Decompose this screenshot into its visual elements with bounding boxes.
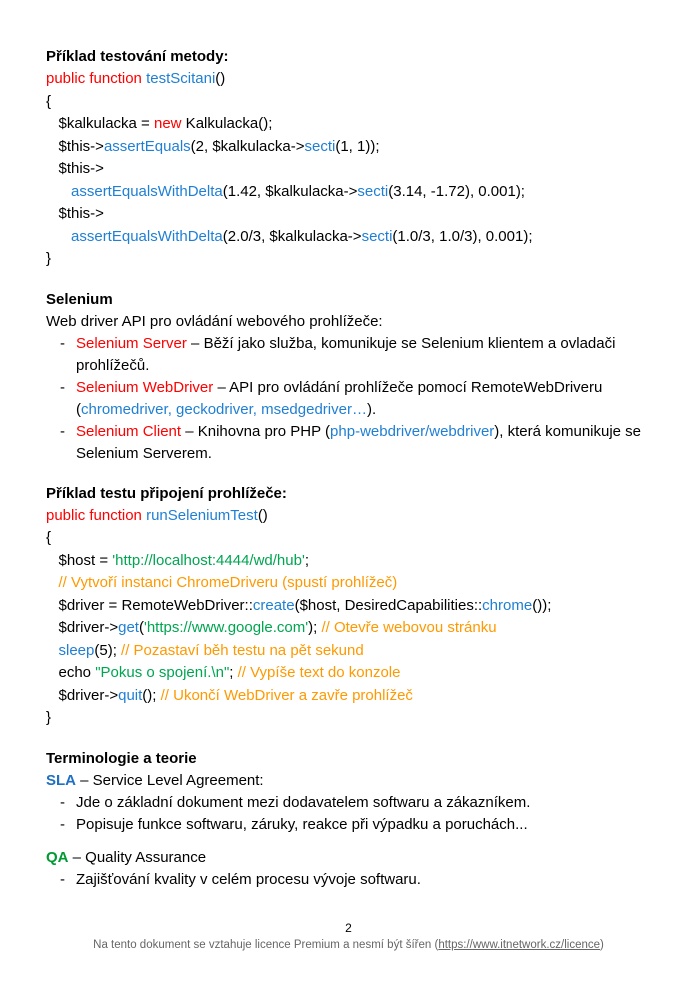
code-line — [46, 113, 660, 136]
code-text: $kalkulacka = — [46, 115, 154, 132]
code-function-name: sleep — [46, 641, 95, 659]
list-item-text: – API pro ovládání prohlížeče pomocí RemoteWebDriveru ( — [76, 378, 603, 418]
code-text: $host = — [46, 551, 113, 569]
list-item-text-tail: ), která komunikuje se Selenium Serverem. — [76, 422, 642, 462]
code-function-name: assertEqualsWithDelta — [46, 227, 223, 245]
code-line — [46, 226, 660, 249]
code-function-name: assertEqualsWithDelta — [46, 182, 223, 200]
code-line — [46, 158, 660, 181]
code-text: ); — [308, 619, 322, 636]
code-text: (1.0/3, 1.0/3), 0.001); — [392, 227, 533, 245]
dash-bullet: - — [60, 870, 65, 888]
footer-licence-note — [0, 938, 697, 953]
list-item — [46, 333, 660, 377]
code-text: } — [46, 250, 52, 267]
code-text: (1, 1)); — [335, 137, 380, 155]
term-entry-sla — [46, 770, 660, 792]
code-text: echo — [46, 664, 96, 681]
spacer — [46, 730, 660, 748]
code-function-name: secti — [361, 227, 393, 245]
list-item — [46, 377, 660, 421]
sla-list — [46, 792, 660, 836]
code-keyword: public function — [46, 506, 147, 524]
selenium-list — [46, 333, 660, 465]
code-function-name: get — [118, 619, 139, 636]
heading-browser-connection-test-example: Příklad testu připojení prohlížeče: — [46, 484, 287, 502]
heading-selenium: Selenium — [46, 290, 113, 308]
heading-method-test-example: Příklad testování metody: — [46, 48, 229, 65]
list-item-text: Popisuje funkce softwaru, záruky, reakce při výpadku a poruchách... — [76, 815, 528, 833]
code-function-name: testScitani — [146, 70, 216, 87]
code-string: 'https://www.google.com' — [143, 619, 309, 636]
footer-text-before: Na tento dokument se vztahuje licence Premium a nesmí být šířen ( — [93, 939, 439, 951]
code-text: (3.14, -1.72), 0.001); — [388, 182, 525, 200]
code-string: 'http://localhost:4444/wd/hub' — [112, 551, 305, 569]
code-text: (2, $kalkulacka-> — [190, 137, 305, 155]
list-item — [46, 421, 660, 465]
spacer — [46, 465, 660, 483]
term-selenium-webdriver: Selenium WebDriver — [76, 378, 214, 396]
dash-bullet: - — [60, 793, 65, 811]
heading-terminology: Terminologie a teorie — [46, 749, 197, 767]
code-comment: // Otevře webovou stránku — [321, 619, 497, 636]
footer-licence-link[interactable]: https://www.itnetwork.cz/licence — [438, 939, 601, 951]
code-text: ()); — [532, 596, 552, 614]
code-text: () — [215, 70, 226, 87]
code-function-name: quit — [118, 686, 143, 704]
code-text: (2.0/3, $kalkulacka-> — [222, 227, 362, 245]
code-line — [46, 203, 660, 226]
code-keyword: new — [153, 115, 182, 132]
code-text: Kalkulacka(); — [181, 115, 273, 132]
list-item-text: – Běží jako služba, komunikuje se Selenium klientem a ovladači prohlížečů. — [76, 334, 616, 374]
code-block-selenium-test — [46, 505, 660, 730]
spacer — [46, 836, 660, 847]
abbr-sla-expansion: – Service Level Agreement: — [76, 771, 264, 789]
code-comment: // Vypíše text do konzole — [237, 664, 401, 681]
code-text: ($host, DesiredCapabilities:: — [294, 596, 483, 614]
code-line — [46, 527, 660, 550]
code-line — [46, 248, 660, 271]
code-line — [46, 685, 660, 708]
code-text: { — [46, 92, 52, 110]
dash-bullet: - — [60, 815, 65, 833]
code-line — [46, 572, 660, 595]
code-line — [46, 505, 660, 528]
code-line — [46, 707, 660, 730]
code-text: $driver-> — [46, 686, 119, 704]
footer-text-after: ) — [600, 939, 604, 951]
selenium-intro-text: Web driver API pro ovládání webového prohlížeče: — [46, 312, 383, 330]
code-string: "Pokus o spojení.\n" — [95, 664, 230, 681]
code-function-name: chrome — [482, 596, 533, 614]
code-text: $this-> — [46, 205, 104, 222]
package-link: php-webdriver/webdriver — [330, 422, 495, 440]
dash-bullet: - — [60, 378, 65, 396]
code-line — [46, 136, 660, 159]
code-block-method-test — [46, 68, 660, 271]
code-text: { — [46, 529, 52, 546]
term-selenium-client: Selenium Client — [76, 422, 182, 440]
code-function-name: secti — [304, 137, 336, 155]
code-line — [46, 550, 660, 573]
code-function-name: create — [252, 596, 295, 614]
list-item-text: Zajišťování kvality v celém procesu vývoje softwaru. — [76, 870, 421, 888]
code-comment: // Vytvoří instanci ChromeDriveru (spustí prohlížeč) — [46, 574, 398, 591]
code-text: $driver-> — [46, 619, 119, 636]
dash-bullet: - — [60, 422, 65, 440]
code-line — [46, 617, 660, 640]
abbr-qa-expansion: – Quality Assurance — [68, 848, 207, 866]
code-function-name: runSeleniumTest — [146, 506, 258, 524]
code-keyword: public function — [46, 70, 147, 87]
qa-list — [46, 869, 660, 891]
code-line — [46, 91, 660, 114]
code-text: (); — [142, 686, 161, 704]
spacer — [46, 271, 660, 289]
code-line — [46, 640, 660, 663]
code-comment: // Ukončí WebDriver a zavře prohlížeč — [160, 686, 413, 704]
code-text: } — [46, 709, 52, 726]
page-number: 2 — [345, 921, 352, 935]
abbr-qa: QA — [46, 848, 69, 866]
code-text: ( — [138, 619, 144, 636]
code-line — [46, 595, 660, 618]
code-text: () — [257, 506, 268, 524]
list-item — [46, 792, 660, 814]
code-function-name: secti — [357, 182, 389, 200]
abbr-sla: SLA — [46, 771, 76, 789]
code-text: ; — [229, 664, 238, 681]
term-selenium-server: Selenium Server — [76, 334, 187, 352]
code-text: $this-> — [46, 160, 104, 177]
dash-bullet: - — [60, 334, 65, 352]
code-text: ; — [304, 551, 309, 569]
code-text: $driver = RemoteWebDriver:: — [46, 596, 253, 614]
code-line — [46, 662, 660, 685]
code-comment: // Pozastaví běh testu na pět sekund — [121, 641, 364, 659]
code-text: $this-> — [46, 137, 104, 155]
list-item-text: Jde o základní dokument mezi dodavatelem softwaru a zákazníkem. — [76, 793, 531, 811]
driver-links: chromedriver, geckodriver, msedgedriver… — [81, 400, 367, 418]
list-item — [46, 869, 660, 891]
page-content — [46, 46, 660, 891]
code-line — [46, 181, 660, 204]
list-item-text: – Knihovna pro PHP ( — [181, 422, 331, 440]
code-text: (1.42, $kalkulacka-> — [222, 182, 358, 200]
code-function-name: assertEquals — [103, 137, 191, 155]
code-line — [46, 68, 660, 91]
term-entry-qa — [46, 847, 660, 869]
list-item — [46, 814, 660, 836]
code-text: (5); — [94, 641, 122, 659]
list-item-text-tail: ). — [366, 400, 377, 418]
